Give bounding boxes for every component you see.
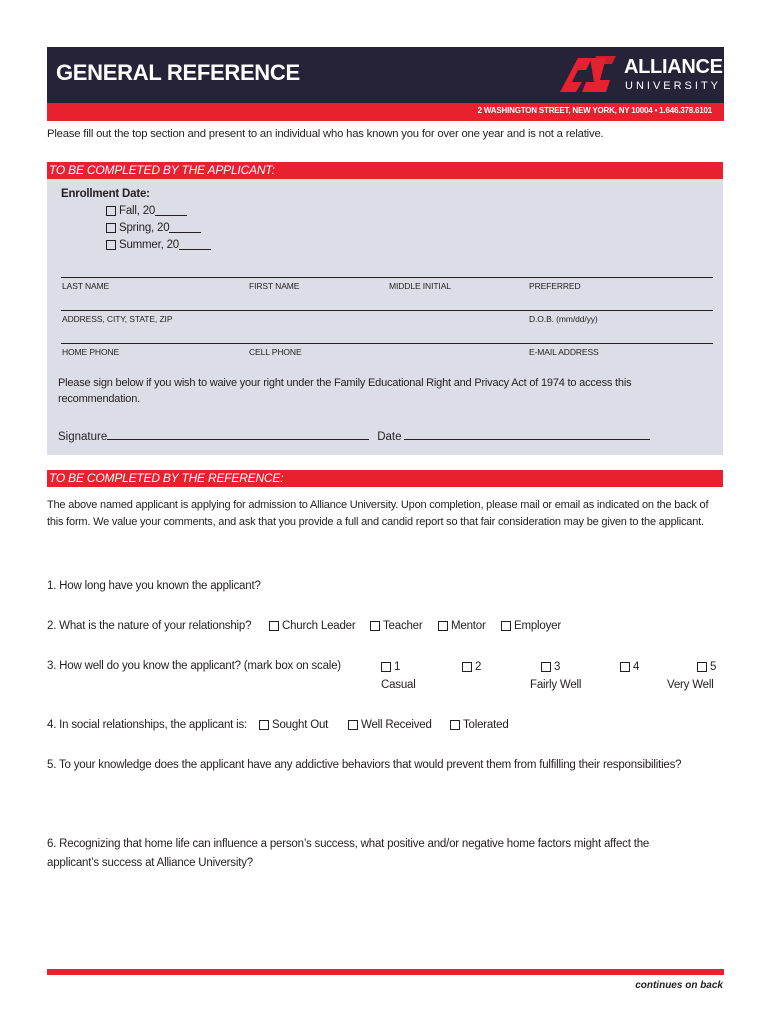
applicant-section-heading: TO BE COMPLETED BY THE APPLICANT: [47,162,723,179]
first-name-label: FIRST NAME [249,281,300,291]
tolerated-label: Tolerated [463,719,509,731]
fall-year-blank[interactable] [155,207,187,216]
date-label: Date [377,431,402,443]
signature-row [58,430,650,443]
teacher-checkbox[interactable] [370,621,380,631]
enrollment-summer[interactable] [106,239,211,251]
question-5: 5. To your knowledge does the applicant have any addictive behaviors that would prevent them from fulfilling their responsibilities? [47,759,682,771]
scale-4-label: 4 [633,661,640,673]
scale-1-checkbox[interactable] [381,662,391,672]
scale-option-5[interactable] [697,661,716,673]
phone-line[interactable] [61,343,713,344]
continues-on-back: continues on back [635,980,723,991]
employer-label: Employer [514,620,561,632]
contact-address: 2 WASHINGTON STREET, NEW YORK, NY 10004 • 1.646.378.6101 [477,106,712,115]
well-received-label: Well Received [361,719,432,731]
date-line[interactable] [404,430,650,440]
sought-out-checkbox[interactable] [259,720,269,730]
home-phone-label: HOME PHONE [62,347,120,357]
middle-initial-label: MIDDLE INITIAL [389,281,451,291]
scale-2-label: 2 [475,661,482,673]
scale-2-checkbox[interactable] [462,662,472,672]
page-title: GENERAL REFERENCE [56,60,300,85]
email-label: E-MAIL ADDRESS [529,347,599,357]
address-line[interactable] [61,310,713,311]
spring-year-blank[interactable] [169,224,201,233]
signature-label: Signature [58,431,108,443]
scale-5-checkbox[interactable] [697,662,707,672]
employer-checkbox[interactable] [501,621,511,631]
summer-checkbox[interactable] [106,240,116,250]
relationship-teacher[interactable] [370,620,423,632]
sought-out-label: Sought Out [272,719,329,731]
cell-phone-label: CELL PHONE [249,347,302,357]
scale-option-2[interactable] [462,661,481,673]
summer-year-blank[interactable] [179,241,211,250]
relationship-employer[interactable] [501,620,561,632]
signature-line[interactable] [107,430,369,440]
relationship-church-leader[interactable] [269,620,355,632]
social-tolerated[interactable] [450,719,509,731]
reference-instructions: The above named applicant is applying for admission to Alliance University. Upon completion, please mail or email as indicated on the back of this form. We value your comments, and ask that you provide a full and candid report so that fair consideration may be given to the applicant. [47,499,709,528]
fall-checkbox[interactable] [106,206,116,216]
ferpa-waiver-text: Please sign below if you wish to waive your right under the Family Educational Right and Privacy Act of 1974 to access this recommendation. [58,377,632,405]
scale-option-3[interactable] [541,661,560,673]
scale-1-label: 1 [394,661,401,673]
reference-section-heading: TO BE COMPLETED BY THE REFERENCE: [47,470,723,487]
relationship-mentor[interactable] [438,620,486,632]
scale-anchor-very-well: Very Well [667,679,714,691]
question-2: 2. What is the nature of your relationship? [47,620,252,632]
last-name-label: LAST NAME [62,281,110,291]
social-sought-out[interactable] [259,719,328,731]
enrollment-fall[interactable] [106,205,187,217]
dob-label: D.O.B. (mm/dd/yy) [529,314,598,324]
question-1: 1. How long have you known the applicant? [47,580,261,592]
scale-anchor-casual: Casual [381,679,416,691]
scale-4-checkbox[interactable] [620,662,630,672]
preferred-label: PREFERRED [529,281,581,291]
question-3: 3. How well do you know the applicant? (mark box on scale) [47,660,341,672]
teacher-label: Teacher [383,620,423,632]
spring-checkbox[interactable] [106,223,116,233]
enrollment-spring[interactable] [106,222,201,234]
church-leader-label: Church Leader [282,620,356,632]
scale-3-checkbox[interactable] [541,662,551,672]
well-received-checkbox[interactable] [348,720,358,730]
question-6-line1: 6. Recognizing that home life can influence a person’s success, what positive and/or negative home factors might affect the [47,838,650,850]
logo-subtitle: UNIVERSITY [625,80,722,92]
name-line[interactable] [61,277,713,278]
question-4: 4. In social relationships, the applicant is: [47,719,248,731]
mentor-label: Mentor [451,620,486,632]
scale-anchor-fairly-well: Fairly Well [530,679,582,691]
spring-label: Spring, 20 [119,222,170,234]
church-leader-checkbox[interactable] [269,621,279,631]
scale-option-1[interactable] [381,661,400,673]
address-label: ADDRESS, CITY, STATE, ZIP [62,314,173,324]
scale-5-label: 5 [710,661,717,673]
scale-3-label: 3 [554,661,561,673]
fall-label: Fall, 20 [119,205,156,217]
scale-option-4[interactable] [620,661,639,673]
social-well-received[interactable] [348,719,432,731]
footer-red-bar [47,969,724,975]
question-6-line2: applicant’s success at Alliance University? [47,857,253,869]
intro-text: Please fill out the top section and present to an individual who has known you for over one year and is not a relative. [47,128,604,140]
logo-wordmark: ALLIANCE [624,56,723,78]
summer-label: Summer, 20 [119,239,179,251]
enrollment-label: Enrollment Date: [61,188,150,200]
mentor-checkbox[interactable] [438,621,448,631]
tolerated-checkbox[interactable] [450,720,460,730]
